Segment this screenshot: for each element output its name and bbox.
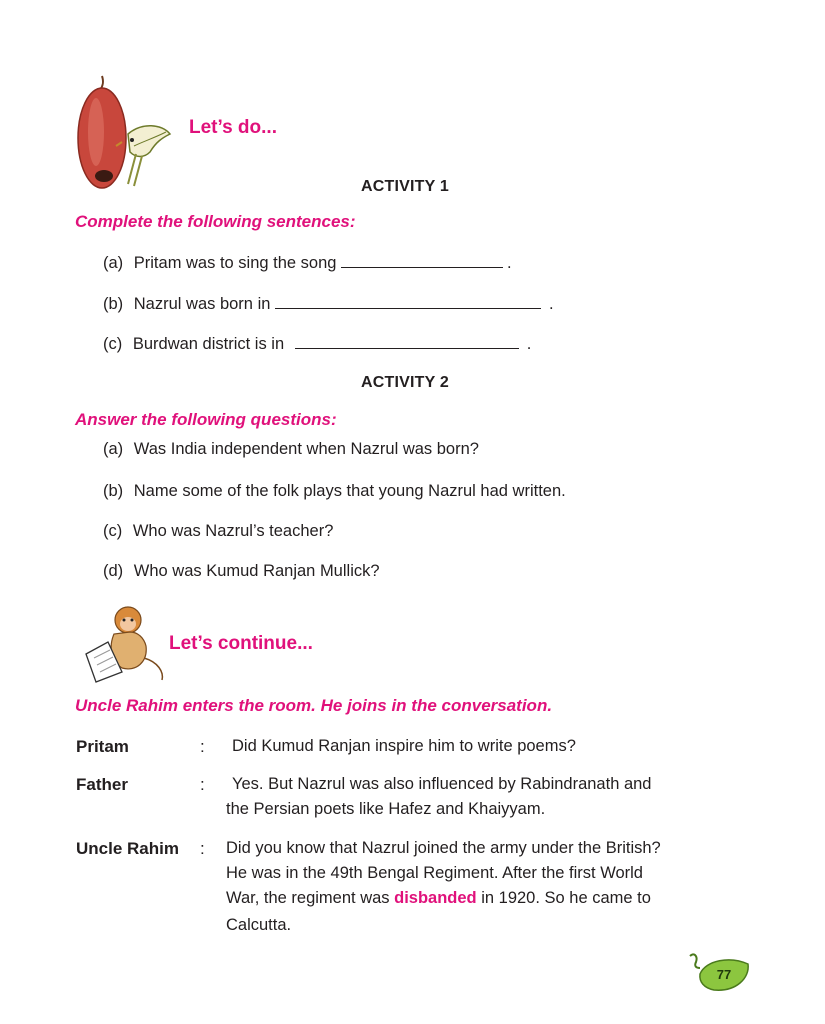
item-text: Name some of the folk plays that young Nazrul had written. — [133, 482, 566, 500]
monkey-reader-icon — [78, 602, 170, 684]
item-label: (b) — [103, 295, 124, 313]
answer-blank[interactable] — [295, 334, 519, 349]
item-label: (c) — [103, 522, 123, 540]
item-label: (b) — [103, 482, 124, 500]
end-mark: . — [507, 254, 512, 272]
answer-blank[interactable] — [275, 294, 541, 309]
activity-1-item-a — [103, 253, 512, 273]
dialogue-text-father-2: the Persian poets like Hafez and Khaiyyam. — [226, 800, 546, 818]
activity-2-item-d — [103, 562, 380, 581]
lets-continue-heading: Let’s continue... — [169, 633, 313, 654]
dialogue-colon: : — [200, 775, 205, 794]
speaker-father: Father — [76, 775, 128, 794]
lets-do-heading: Let’s do... — [189, 117, 277, 138]
item-label: (a) — [103, 254, 124, 272]
activity-1-item-b — [103, 294, 554, 314]
item-text: Nazrul was born in — [133, 295, 271, 313]
activity-2-item-c — [103, 522, 333, 541]
highlight-word-disbanded: disbanded — [394, 889, 477, 907]
item-label: (a) — [103, 440, 124, 458]
end-mark: . — [549, 295, 554, 313]
dialogue-text-rahim-2: He was in the 49th Bengal Regiment. After the first World — [226, 864, 643, 882]
rahim-line3-after: in 1920. So he came to — [476, 889, 651, 907]
item-text: Was India independent when Nazrul was born? — [133, 440, 479, 458]
answer-blank[interactable] — [341, 253, 503, 268]
dialogue-text-rahim-4: Calcutta. — [226, 916, 292, 934]
activity-2-title: ACTIVITY 2 — [361, 374, 449, 391]
gourd-bird-illustration — [70, 72, 180, 197]
activity-1-item-c — [103, 334, 531, 354]
gourd-bird-icon — [70, 72, 180, 197]
dialogue-text-rahim-1: Did you know that Nazrul joined the army under the British? — [226, 839, 661, 857]
page-number-badge — [684, 950, 754, 996]
dialogue-text-pritam: Did Kumud Ranjan inspire him to write poems? — [232, 737, 576, 755]
dialogue-colon: : — [200, 839, 205, 858]
activity-1-title: ACTIVITY 1 — [361, 178, 449, 195]
activity-2-instruction: Answer the following questions: — [75, 410, 337, 429]
activity-1-instruction: Complete the following sentences: — [75, 212, 356, 231]
page-number: 77 — [716, 967, 732, 982]
item-text: Who was Kumud Ranjan Mullick? — [133, 562, 380, 580]
speaker-pritam: Pritam — [76, 737, 129, 756]
item-text: Burdwan district is in — [132, 335, 285, 353]
scene-direction: Uncle Rahim enters the room. He joins in the conversation. — [75, 696, 553, 715]
speaker-uncle-rahim: Uncle Rahim — [76, 839, 179, 858]
activity-2-item-a — [103, 440, 479, 459]
dialogue-text-father-1: Yes. But Nazrul was also influenced by Rabindranath and — [232, 775, 652, 793]
dialogue-text-rahim-3 — [226, 886, 651, 911]
item-label: (c) — [103, 335, 123, 353]
activity-2-item-b — [103, 482, 566, 501]
item-text: Pritam was to sing the song — [133, 254, 337, 272]
monkey-reading-illustration — [78, 602, 170, 684]
rahim-line3-before: War, the regiment was — [226, 889, 395, 907]
item-text: Who was Nazrul’s teacher? — [132, 522, 334, 540]
dialogue-colon: : — [200, 737, 205, 756]
item-label: (d) — [103, 562, 124, 580]
end-mark: . — [526, 335, 532, 353]
